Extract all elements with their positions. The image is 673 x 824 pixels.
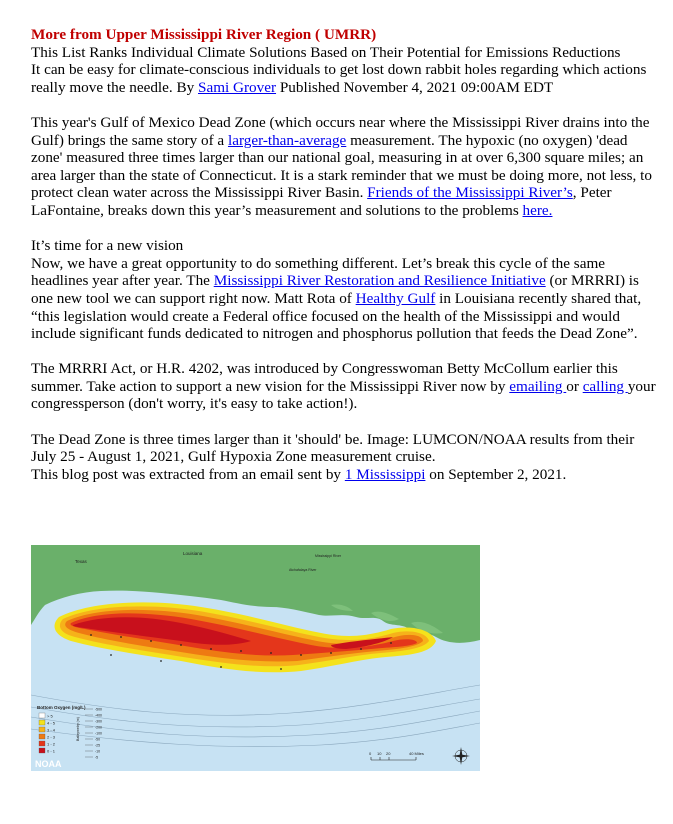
headline: This List Ranks Individual Climate Solutions Based on Their Potential for Emissions Reductions (31, 43, 621, 61)
noaa-logo: NOAA (35, 759, 62, 769)
text: or (566, 377, 583, 395)
here-link[interactable]: here. (522, 201, 553, 219)
label-texas: Texas (75, 559, 87, 564)
bathymetry-legend (76, 717, 80, 741)
calling-link[interactable]: calling (582, 377, 628, 395)
healthy-gulf-link[interactable]: Healthy Gulf (355, 289, 436, 307)
article (31, 26, 661, 483)
oxygen-legend (37, 705, 86, 710)
intro-paragraph (31, 61, 661, 96)
bathymetry-label: -500 (95, 707, 103, 712)
legend-label: > 5 (47, 713, 53, 719)
legend-label: 0 - 1 (47, 748, 56, 754)
text: (or MRRRI) is one new tool we can support right now. Matt Rota of (31, 272, 639, 307)
bathymetry-label: -10 (95, 749, 101, 754)
dead-zone-map (31, 545, 480, 771)
text: on September 2, 2021. (425, 465, 567, 483)
bathymetry-label: -50 (95, 737, 101, 742)
legend-swatch (39, 727, 45, 732)
label-atchafalaya: Atchafalaya River (289, 568, 317, 572)
label-louisiana: Louisiana (183, 551, 203, 556)
dead-zone-map-svg (31, 545, 480, 771)
bathymetry-label: -200 (95, 725, 103, 730)
bathymetry-label: -25 (95, 743, 101, 748)
legend-swatch (39, 748, 45, 753)
legend-label: 4 - 5 (47, 720, 56, 726)
bathymetry-label: -300 (95, 719, 103, 724)
mrrri-act-paragraph (31, 360, 661, 413)
bathymetry-label: -100 (95, 731, 103, 736)
text: This blog post was extracted from an email sent by (31, 465, 345, 483)
image-caption: The Dead Zone is three times larger than it 'should' be. Image: LUMCON/NOAA results from their July 25 - August 1, 2021, Gulf Hypoxia Zone measurement cruise. (31, 430, 635, 466)
legend-swatch (39, 720, 45, 725)
text: The MRRRI Act, or H.R. 4202, was introduced by Congresswoman Betty McCollum earlier this summer. Take action to support a new vision for the Mississippi River now by (31, 360, 618, 395)
text: This year's Gulf of Mexico Dead Zone (which occurs near where the Mississippi River drains into the Gulf) brings the same story of a (31, 113, 650, 149)
one-mississippi-link[interactable]: 1 Mississippi (344, 465, 426, 483)
new-vision-paragraph (31, 255, 661, 343)
scale-20: 20 (386, 751, 391, 756)
label-mississippi-river: Mississippi River (315, 554, 342, 558)
bathymetry-label: -400 (95, 713, 103, 718)
legend-swatch (39, 713, 45, 718)
legend-label: 3 - 4 (47, 727, 56, 733)
text: , Peter LaFontaine, breaks down this year’s measurement and solutions to the problems (31, 184, 612, 219)
intro-text: It can be easy for climate-conscious individuals to get lost down rabbit holes regarding which actions really move the needle. By (31, 61, 647, 96)
published-date: Published November 4, 2021 09:00AM EDT (276, 78, 554, 96)
larger-than-average-link[interactable]: larger-than-average (227, 131, 347, 149)
section-heading: More from Upper Mississippi River Region ( UMRR) (31, 26, 377, 43)
dead-zone-paragraph (31, 114, 661, 220)
scale-0: 0 (369, 751, 372, 756)
scale-40: 40 Miles (409, 751, 424, 756)
text: in Louisiana recently shared that, “this legislation would create a Federal office focused on the health of the Mississippi and would include significant funds dedicated to nitrogen and phosphorus pollution that feeds the Dead Zone”. (31, 289, 642, 343)
bathymetry-label: -5 (95, 755, 99, 760)
new-vision-heading: It’s time for a new vision (31, 237, 184, 255)
mrrri-link[interactable]: Mississippi River Restoration and Resilience Initiative (213, 272, 546, 290)
text: your congressperson (don't worry, it's easy to take action!). (31, 377, 656, 413)
friends-of-mississippi-link[interactable]: Friends of the Mississippi River’s (367, 184, 573, 202)
text: Now, we have a great opportunity to do something different. Let’s break this cycle of the same headlines year after year. The (31, 254, 606, 290)
source-line (31, 466, 661, 484)
emailing-link[interactable]: emailing (509, 377, 567, 395)
author-link[interactable]: Sami Grover (198, 78, 277, 96)
bathymetry-title: Bathymetry (m) (76, 717, 80, 741)
legend-swatch (39, 741, 45, 746)
legend-swatch (39, 734, 45, 739)
legend-title: Bottom Oxygen (mg/L) (37, 705, 86, 710)
scale-10: 10 (377, 751, 382, 756)
legend-label: 2 - 3 (47, 734, 56, 740)
text: measurement. The hypoxic (no oxygen) 'dead zone' measured three times larger than our national goal, measuring in at over 6,300 square miles; an area larger than the state of Connecticut. It is a stark reminder that we must be doing more, not less, to protect clean water across the Mississippi River Basin. (31, 131, 652, 202)
legend-label: 1 - 2 (47, 741, 56, 747)
